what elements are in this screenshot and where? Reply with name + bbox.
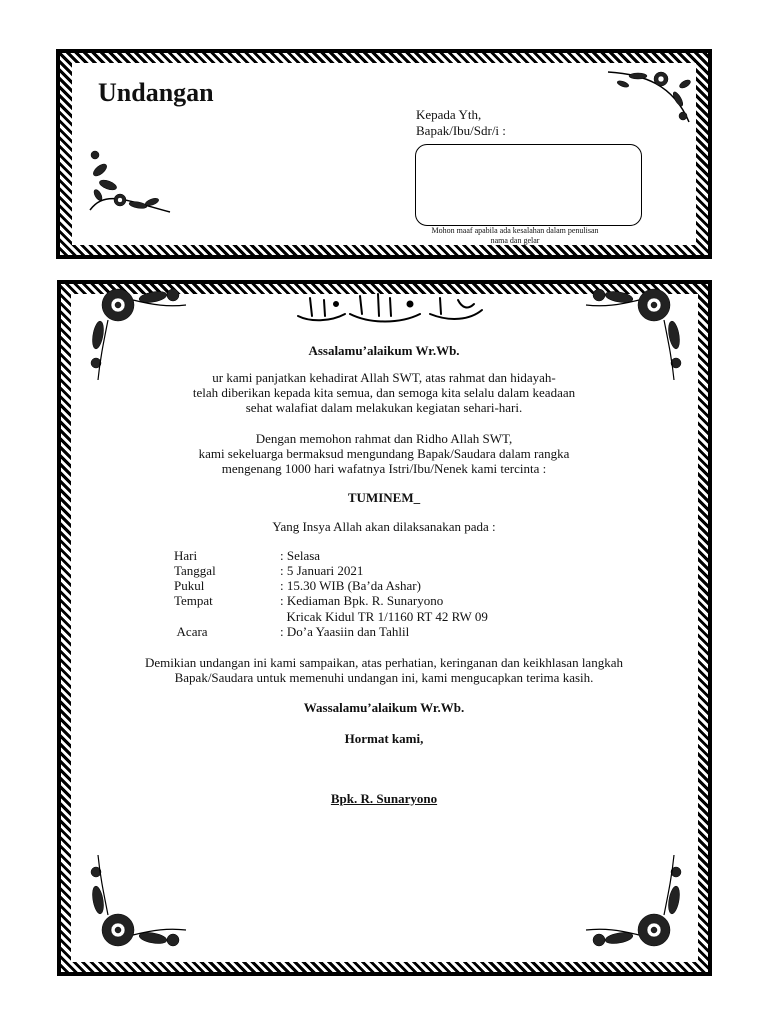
apology-line-2: nama dan gelar xyxy=(490,236,540,245)
paragraph-1-line-3: sehat walafiat dalam melakukan kegiatan sehari-hari. xyxy=(245,400,523,415)
envelope-title: Undangan xyxy=(98,78,214,107)
greeting: Assalamu’alaikum Wr.Wb. xyxy=(308,343,460,358)
detail-value: : Selasa xyxy=(280,548,321,563)
apology-line-1: Mohon maaf apabila ada kesalahan dalam penulisan xyxy=(431,226,599,235)
detail-label: Tanggal xyxy=(174,563,216,578)
paragraph-2-line-2: kami sekeluarga bermaksud mengundang Bapak/Saudara dalam rangka xyxy=(198,446,570,461)
signer-name: Bpk. R. Sunaryono xyxy=(330,791,438,806)
schedule-intro: Yang Insya Allah akan dilaksanakan pada : xyxy=(272,519,496,534)
floral-ornament-icon xyxy=(80,140,175,220)
corner-floral-ornament-icon xyxy=(582,275,694,385)
paragraph-2-line-3: mengenang 1000 hari wafatnya Istri/Ibu/Nenek kami tercinta : xyxy=(221,461,547,476)
detail-label: Hari xyxy=(174,548,198,563)
floral-ornament-icon xyxy=(603,64,695,128)
closing-line-1: Demikian undangan ini kami sampaikan, atas perhatian, keringanan dan keikhlasan langkah xyxy=(145,655,623,670)
regards: Hormat kami, xyxy=(344,731,424,746)
corner-floral-ornament-icon xyxy=(582,848,694,960)
detail-value: : 15.30 WIB (Ba’da Ashar) xyxy=(280,578,421,593)
deceased-name: TUMINEM_ xyxy=(347,490,421,505)
farewell: Wassalamu’alaikum Wr.Wb. xyxy=(303,700,465,715)
detail-value: : Kediaman Bpk. R. Sunaryono xyxy=(280,593,444,608)
detail-label: Pukul xyxy=(174,578,205,593)
corner-floral-ornament-icon xyxy=(78,275,190,385)
apology-note xyxy=(400,226,630,246)
detail-value: Kricak Kidul TR 1/1160 RT 42 RW 09 xyxy=(280,609,488,624)
corner-floral-ornament-icon xyxy=(78,848,190,960)
paragraph-1-line-2: telah diberikan kepada kita semua, dan semoga kita selalu dalam keadaan xyxy=(192,385,576,400)
paragraph-2-line-1: Dengan memohon rahmat dan Ridho Allah SWT, xyxy=(255,431,513,446)
detail-value: : Do’a Yaasiin dan Tahlil xyxy=(280,624,410,639)
bismillah-calligraphy-icon xyxy=(290,288,490,328)
recipient-address-box[interactable] xyxy=(415,144,642,226)
closing-line-2: Bapak/Saudara untuk memenuhi undangan ini, kami mengucapkan terima kasih. xyxy=(174,670,594,685)
detail-value: : 5 Januari 2021 xyxy=(280,563,364,578)
paragraph-1-line-1: ur kami panjatkan kehadirat Allah SWT, atas rahmat dan hidayah- xyxy=(212,370,556,385)
detail-label: Tempat xyxy=(174,593,213,608)
recipient-label: Kepada Yth, xyxy=(416,107,482,122)
detail-label: Acara xyxy=(174,624,208,639)
recipient-salutation: Bapak/Ibu/Sdr/i : xyxy=(416,123,506,138)
